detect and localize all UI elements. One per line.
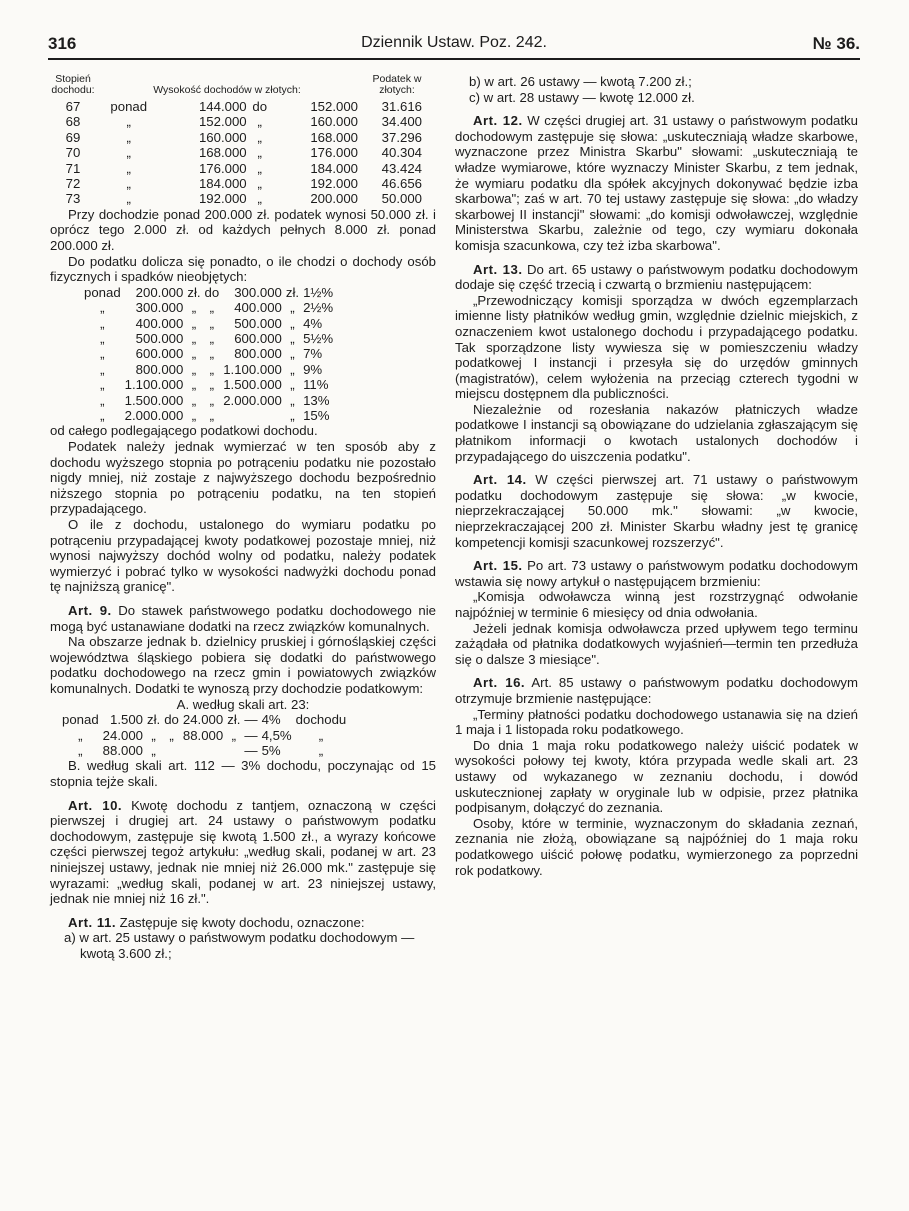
from-cell: 300.000 [135,300,184,316]
article-text: Do stawek państwowego podatku dochodowego nie mogą być ustanawiane dodatki na rzecz związków komunalnych. [50,603,436,634]
page-header [48,28,860,60]
unit-cell: „ [290,392,295,408]
journal-title: Dziennik Ustaw. Poz. 242. [361,34,547,51]
prefix-cell: „ [126,145,131,161]
from-cell: 600.000 [135,346,184,362]
page-number: 316 [48,34,77,53]
unit-cell: „ [290,361,295,377]
quote-paragraph: Niezależnie od rozesłania nakazów płatniczych władze podatkowe I instancji są obowiązane do udzielania zgłaszającym się płatnikom informacji o kwotach ustalonych dochodów i przypadającego do uiszczenia podatku". [455,401,858,464]
percent-cell: 9% [303,361,323,377]
unit-cell [227,743,244,758]
to-cell: 200.000 [310,191,358,207]
to-cell: 152.000 [310,99,358,114]
table-row [50,176,436,191]
unit-cell: „ [191,377,197,393]
to-cell: 168.000 [310,129,358,145]
article-label: Art. 15. [473,558,523,574]
table-row [84,362,337,377]
do-cell: „ [209,408,215,424]
prefix-cell: ponad [62,712,99,728]
stopien-cell: 70 [65,145,81,161]
do-cell: „ [209,315,215,331]
unit-cell: „ [290,315,295,331]
dash-cell: — [244,712,258,728]
article-label: Art. 14. [473,472,527,488]
from-cell: 184.000 [198,176,247,192]
unit-cell: „ [290,408,295,424]
article-text: Po art. 73 ustawy o państwowym podatku dochodowym wstawia się nowy artykuł o następującem brzmieniu: [455,558,858,589]
quote-paragraph: „Terminy płatności podatku dochodowego ustanawia się na dzień 1 maja i 1 listopada roku podatkowego. [455,706,858,738]
do-cell: do [204,284,220,300]
article-13 [455,262,858,293]
table-row [84,285,337,300]
from-cell: 24.000 [102,727,144,743]
table-row [50,161,436,176]
quote-paragraph: Do dnia 1 maja roku podatkowego należy uiścić podatek w wysokości połowy tej kwoty, która przypada wedle skali art. 23 ustawy od wykazanego w zeznaniu dochodu, i dowód uskutecznionej zapłaty w oryginale lub w odpisie, przez płatnika podpisanym, dołączyć do zeznania. [455,737,858,816]
prefix-cell: „ [78,742,83,758]
table-row [62,728,350,743]
stopien-cell: 69 [65,129,81,145]
paragraph: Podatek należy jednak wymierzać w ten sposób aby z dochodu wyższego stopnia po potrąceniu podatku nie pozostało nigdy mniej, niż zostaje z najwyższego dochodu bezpośrednio niższego stopnia po potrąceniu podatku, na ten stopień przypadającego. [50,439,436,517]
table-row [84,316,337,331]
article-text: Art. 85 ustawy o państwowym podatku dochodowym otrzymuje brzmienie następujące: [455,675,858,706]
table-row [84,331,337,346]
unit-cell: „ [290,346,295,362]
table-row [62,712,350,727]
issue-number: № 36. [812,34,860,53]
table-row [50,114,436,129]
unit-cell: „ [191,392,197,408]
article-text: W części pierwszej art. 71 ustawy o państwowym podatku dochodowym zastępuje się słowa: „w kwocie, nieprzekraczającej 50.000 mk." słowami: „w kwocie, nieprzekraczającej 200 zł. Minister Skarbu władny jest tę granicę kompetencji komisji szacunkowej rozszerzyć". [455,472,858,550]
article-11 [50,915,436,931]
do-cell: „ [209,361,215,377]
table-row [84,408,337,423]
do-cell: „ [257,160,262,176]
to-cell [223,408,286,423]
unit-cell: zł. [285,284,300,300]
tax-cell: 50.000 [381,191,422,207]
from-cell: 144.000 [198,99,247,114]
prefix-cell: „ [78,727,83,743]
stopien-cell: 71 [65,160,81,176]
from-cell: 192.000 [198,191,247,207]
to-cell: 2.000.000 [223,392,282,408]
do-cell: „ [257,129,262,145]
dash-cell: — [244,727,258,743]
to-cell: 176.000 [310,145,358,161]
from-cell: 88.000 [102,742,144,758]
tax-cell: 34.400 [381,114,422,130]
table-row [50,191,436,206]
unit-cell: „ [191,331,197,347]
prefix-cell: „ [100,377,105,393]
tax-cell: 31.616 [381,99,422,114]
article-10 [50,798,436,907]
table-row [62,743,350,758]
to-cell: 300.000 [234,284,282,300]
unit-cell: „ [290,377,295,393]
tail-cell: „ [318,742,324,758]
prefix-cell: „ [126,176,131,192]
unit-cell: „ [191,300,197,316]
unit-cell: zł. [147,712,161,728]
article-label: Art. 16. [473,675,526,691]
prefix-cell: „ [126,114,131,130]
to-cell: 400.000 [234,300,282,316]
to-cell [183,743,227,758]
article-label: Art. 13. [473,261,523,277]
to-cell: 184.000 [310,160,358,176]
article-text: Zastępuje się kwoty dochodu, oznaczone: [119,914,365,930]
percent-cell: 13% [303,392,330,408]
stopien-cell: 72 [65,176,81,192]
scale-a: A. według skali art. 23: [176,696,310,712]
unit-cell: „ [191,346,197,362]
from-cell: 2.000.000 [124,408,184,424]
from-cell: 176.000 [198,160,247,176]
percent-cell: 5½% [303,331,334,347]
article-12 [455,113,858,253]
quote-paragraph: „Komisja odwoławcza winną jest rozstrzygnąć odwołanie najpóźniej w terminie 6 miesięcy od dnia odwołania. [455,589,858,620]
prefix-cell: „ [126,160,131,176]
unit-cell: zł. [187,284,201,300]
from-cell: 400.000 [135,315,184,331]
from-cell: 500.000 [135,331,184,347]
paragraph: od całego podlegającego podatkowi dochodu. [50,423,318,439]
table-row [84,346,337,361]
table-row [84,393,337,408]
to-cell: 600.000 [234,331,282,347]
col-header-stopien: Stopień dochodu: [51,73,95,96]
prefix-cell: „ [100,392,105,408]
to-cell: 24.000 [182,712,224,728]
percent-cell: 4,5% [261,727,292,743]
percent-cell: 7% [303,346,323,362]
article-16 [455,675,858,706]
unit-cell: „ [231,727,237,743]
tail-cell: „ [318,727,324,743]
prefix-cell: „ [126,129,131,145]
table-row [84,300,337,315]
to-cell: 500.000 [234,315,282,331]
quote-paragraph: Jeżeli jednak komisja odwoławcza przed upływem tego terminu zażądała od płatnika dodatkowych wyjaśnień—termin ten przedłuża się o dalsze 3 miesiące". [455,620,858,667]
from-cell: 1.500.000 [124,392,184,408]
article-text: Do art. 65 ustawy o państwowym podatku dochodowym dodaje się część trzecią i czwartą o brzmieniu następującem: [455,261,858,293]
quote-paragraph: „Przewodniczący komisji sporządza w dwóch egzemplarzach imienne listy płatników według gmin, względnie dzielnic miejskich, z oznaczeniem kwot ustalonego dochodu i przypadającego podatku. Tak sporządzone listy wywiesza się w pomieszczeniu władzy podatkowej I instancji i przesyła się do urzędów gminnych (magistratów), celem wyłożenia na przeciąg czterech tygodni w miejscu dostępnem dla publiczności. [455,292,858,402]
article-text: W części drugiej art. 31 ustawy o państwowym podatku dochodowym zastępuje się słowa: „uskuteczniają władze skarbowe, wyznaczone przez Ministra Skarbu" słowami: „uskuteczniają te władze wymiarowe, które wyznaczy Minister Skarbu, z tem jednak, że wymiaru podatku dla spółek akcyjnych dokonywać będzie izba skarbowa"; zaś w art. 70 tej ustawy zastępuje się słowa: „do władzy skarbowej II instancji" słowami: „do komisji odwoławczej, względnie Ministerstwa Skarbu, zależnie od tego, czy wymiaru dokonała komisja szacunkowa, czy też izba skarbowa". [455,113,858,253]
unit-cell: „ [191,408,197,424]
do-cell: do [164,712,179,728]
prefix-cell: „ [100,300,105,316]
table-row [50,145,436,160]
prefix-cell: „ [126,191,131,207]
tax-cell: 40.304 [381,145,422,161]
list-item: b) w art. 26 ustawy — kwotą 7.200 zł.; [469,74,692,89]
do-cell: „ [209,377,215,393]
unit-cell: „ [191,361,197,377]
from-cell: 1.100.000 [124,377,184,393]
to-cell: 1.500.000 [223,377,282,393]
article-14 [455,472,858,550]
do-cell: „ [257,176,262,192]
percent-cell: 1½% [303,284,334,300]
tax-cell: 37.296 [381,129,422,145]
to-cell: 800.000 [234,346,282,362]
right-column [455,74,858,878]
from-cell: 168.000 [198,145,247,161]
stopien-cell: 68 [65,114,81,130]
article-label: Art. 9. [68,603,112,618]
article-label: Art. 10. [68,797,123,813]
tax-cell: 43.424 [381,160,422,176]
col-header-podatek: Podatek w złotych: [372,73,422,96]
percent-cell: 2½% [303,300,334,316]
list-item: a) w art. 25 ustawy o państwowym podatku dochodowym — kwotą 3.600 zł.; [64,930,415,961]
percent-cell: 11% [303,377,329,393]
stopien-cell: 67 [65,99,81,114]
prefix-cell: „ [100,315,105,331]
table-row [50,130,436,145]
unit-cell: „ [151,742,156,758]
paragraph: Na obszarze jednak b. dzielnicy pruskiej i górnośląskiej części województwa śląskiego pobiera się dodatki do państwowego podatku dochodowego na rzecz gmin i powiatowych związków komunalnych. Dodatki te wynoszą przy dochodzie podatkowym: [50,634,436,696]
list-item: c) w art. 28 ustawy — kwotę 12.000 zł. [469,89,695,105]
unit-cell: „ [191,315,197,331]
article-label: Art. 12. [473,113,523,129]
prefix-cell: „ [100,331,105,347]
do-cell: do [252,99,268,114]
from-cell: 800.000 [135,361,184,377]
do-cell: „ [257,145,262,161]
surcharge-table [84,285,337,424]
from-cell: 200.000 [135,284,184,300]
tax-rate-table [50,74,436,207]
stopien-cell: 73 [65,191,81,207]
do-cell: „ [209,392,215,408]
to-cell: 160.000 [310,114,358,130]
percent-cell: 4% [303,315,323,331]
prefix-cell: ponad [84,284,121,300]
scale-b: B. według skali art. 112 — 3% dochodu, poczynając od 15 stopnia tejże skali. [50,758,436,789]
do-cell [164,743,183,758]
quote-paragraph: Osoby, które w terminie, wyznaczonym do składania zeznań, zeznania nie złożą, obowiązane są najpóźniej do 1 maja roku podatkowego uiścić połowę podatku, wymierzonego za poprzedni rok podatkowy. [455,815,858,878]
to-cell: 1.100.000 [223,361,282,377]
do-cell: „ [257,191,262,207]
article-9 [50,603,436,634]
prefix-cell: ponad [110,99,148,114]
do-cell: „ [169,727,174,743]
prefix-cell: „ [100,346,105,362]
from-cell: 160.000 [198,129,247,145]
percent-cell: 15% [303,408,330,424]
paragraph: O ile z dochodu, ustalonego do wymiaru podatku po potrąceniu przypadającej kwoty podatkowej pozostaje mniej, niż wynosi najwyższy dochód wolny od podatku, należy podatek wymierzyć i pobrać tylko w wysokości nadwyżki dochodu ponad tę najniższą granicę". [50,517,436,595]
prefix-cell: „ [100,408,105,424]
paragraph: Do podatku dolicza się ponadto, o ile chodzi o dochody osób fizycznych i spadków nieobjętych: [50,253,436,285]
article-text: Kwotę dochodu z tantjem, oznaczoną w części pierwszej i drugiej art. 24 ustawy o państwowym podatku dochodowym, zastępuje się kwotą 1.500 zł., a wyrazy końcowe części pierwszej tegoż artykułu: „według skali, podanej w art. 23 niniejszej ustawy, jednak nie mniej niż 26.000 mk." zastępuje się wyrazami: „według skali, podanej w art. 23 niniejszej ustawy, jednak nie mniej niż 16 zł.". [50,797,436,907]
tax-cell: 46.656 [381,176,422,192]
table-row [50,99,436,114]
unit-cell: „ [151,727,156,743]
dash-cell: — [244,742,258,758]
left-column [50,74,436,962]
percent-cell: 4% [261,712,281,728]
percent-cell: 5% [261,742,281,758]
unit-cell: zł. [227,712,241,728]
do-cell: „ [209,331,215,347]
from-cell: 1.500 [110,712,144,728]
unit-cell: „ [290,300,295,316]
table-row [84,377,337,392]
municipal-surcharge-table [62,712,350,758]
do-cell: „ [257,114,262,130]
tail-cell: dochodu [295,712,347,728]
do-cell: „ [209,300,215,316]
paragraph: Przy dochodzie ponad 200.000 zł. podatek wynosi 50.000 zł. i oprócz tego 2.000 zł. od każdych pełnych 8.000 zł. ponad 200.000 zł. [50,206,436,254]
col-header-wysokosc: Wysokość dochodów w złotych: [153,84,301,96]
to-cell: 192.000 [310,176,358,192]
to-cell: 88.000 [182,727,224,743]
do-cell: „ [209,346,215,362]
prefix-cell: „ [100,361,105,377]
article-15 [455,558,858,589]
article-label: Art. 11. [68,914,116,930]
unit-cell: „ [290,331,295,347]
from-cell: 152.000 [198,114,247,130]
